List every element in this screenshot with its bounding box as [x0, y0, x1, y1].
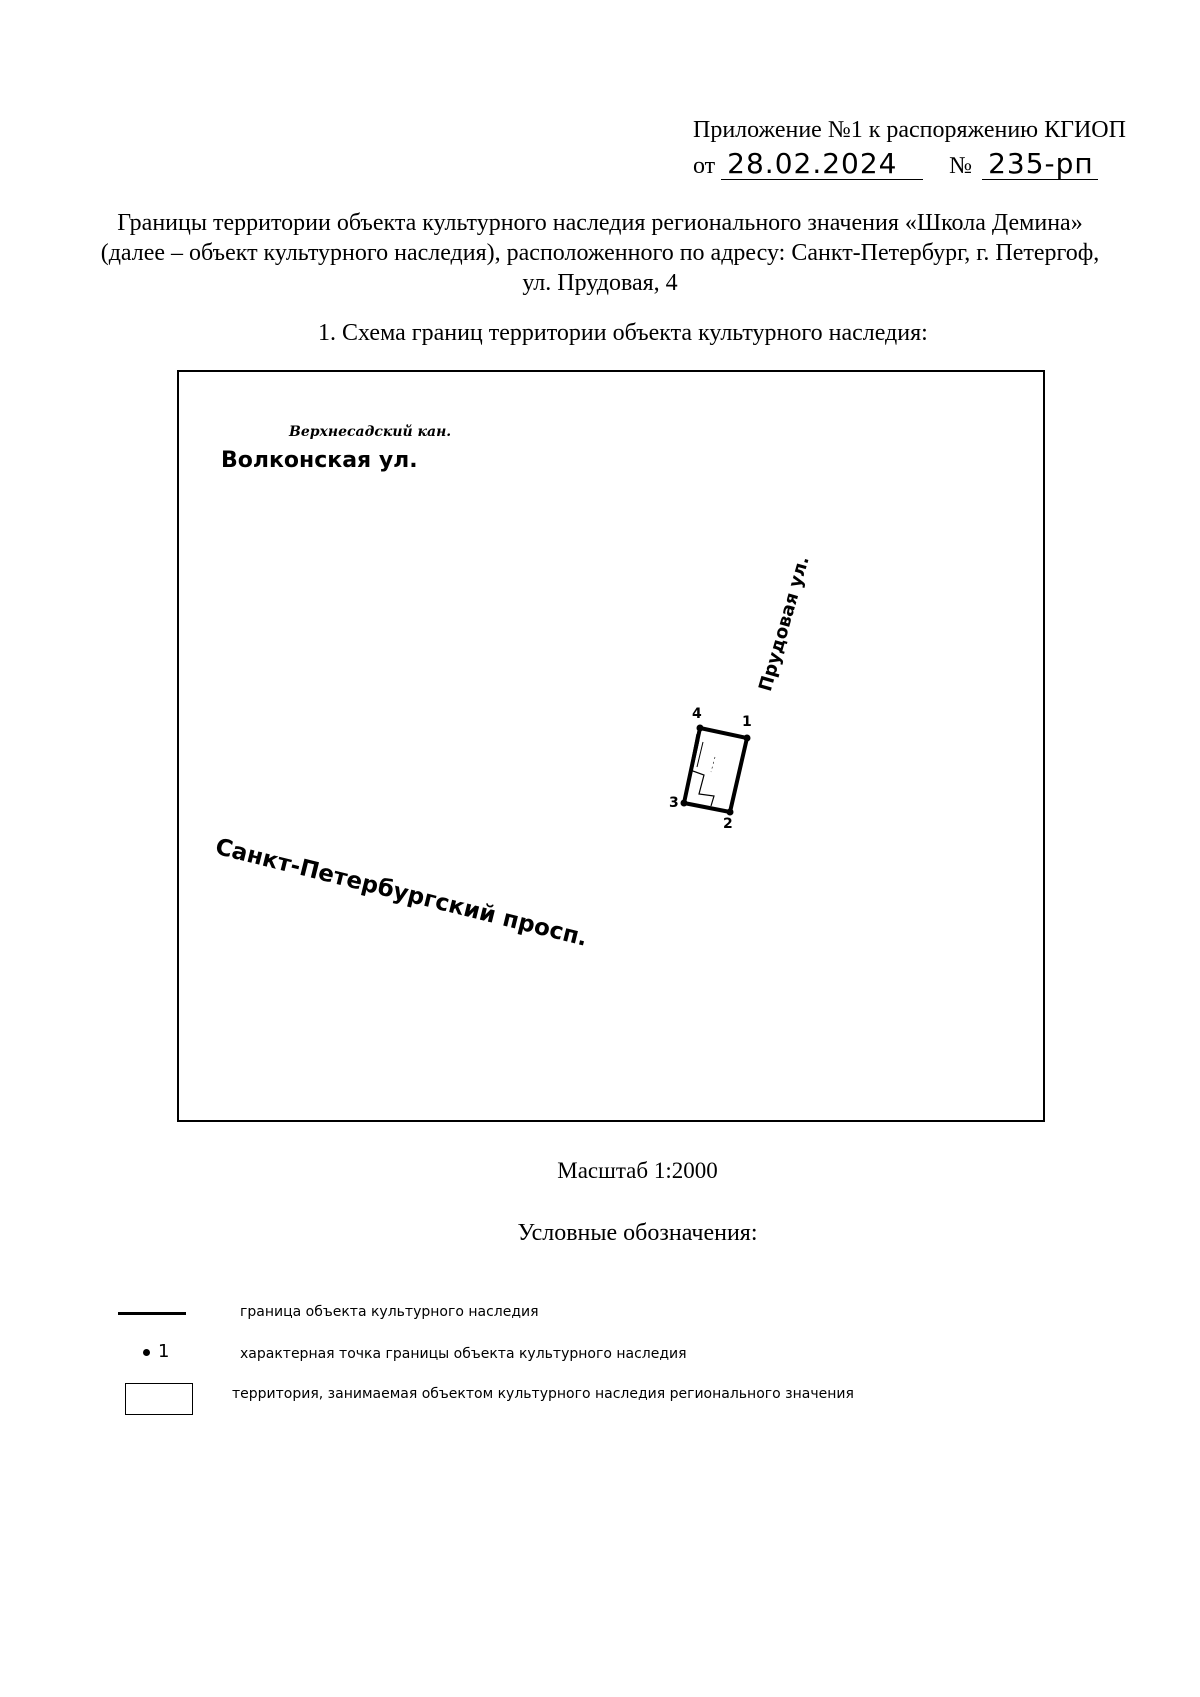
volkonskaya-street-label: Волконская ул. [221, 448, 418, 473]
legend-territory-symbol [125, 1383, 193, 1415]
handwritten-order-number: 235-рп [982, 150, 1098, 180]
title-line-3: ул. Прудовая, 4 [522, 270, 678, 296]
order-reference [693, 147, 1098, 180]
prudovaya-street-label: Прудовая ул. [755, 553, 814, 694]
title-line-2: (далее – объект культурного наследия), расположенного по адресу: Санкт-Петербург, г. Петергоф, [100, 240, 1100, 266]
building-inner-line [711, 757, 715, 772]
legend-point-number: 1 [158, 1341, 170, 1362]
prospect-label: Санкт-Петербургский просп. [212, 834, 591, 952]
boundary-point-4-label: 4 [692, 706, 702, 722]
legend-line-symbol [118, 1312, 186, 1315]
section-heading: 1. Схема границ территории объекта культурного наследия: [318, 320, 928, 346]
title-line-1: Границы территории объекта культурного наследия регионального значения «Школа Демина» [117, 210, 1083, 236]
canal-label: Верхнесадский кан. [289, 424, 452, 440]
legend-item-boundary: граница объекта культурного наследия [240, 1304, 539, 1320]
boundary-point-4-marker [697, 725, 704, 732]
boundary-map [177, 370, 1045, 1122]
boundary-point-2-marker [727, 809, 734, 816]
boundary-point-3-marker [681, 800, 688, 807]
legend-point-symbol [143, 1349, 150, 1356]
object-boundary [179, 372, 1043, 1120]
from-prefix: от [693, 153, 716, 179]
document-title [100, 208, 1100, 298]
boundary-point-2-label: 2 [723, 816, 733, 832]
number-sign: № [949, 153, 973, 179]
legend-item-point: характерная точка границы объекта культурного наследия [240, 1346, 687, 1362]
legend-title: Условные обозначения: [517, 1220, 758, 1246]
appendix-header: Приложение №1 к распоряжению КГИОП [693, 117, 1126, 143]
map-scale: Масштаб 1:2000 [557, 1158, 718, 1183]
legend-item-territory: территория, занимаемая объектом культурного наследия регионального значения [232, 1386, 854, 1402]
boundary-polygon [684, 728, 747, 812]
boundary-point-1-label: 1 [742, 714, 752, 730]
boundary-point-1-marker [744, 735, 751, 742]
handwritten-date: 28.02.2024 [721, 150, 923, 180]
boundary-point-3-label: 3 [669, 795, 679, 811]
